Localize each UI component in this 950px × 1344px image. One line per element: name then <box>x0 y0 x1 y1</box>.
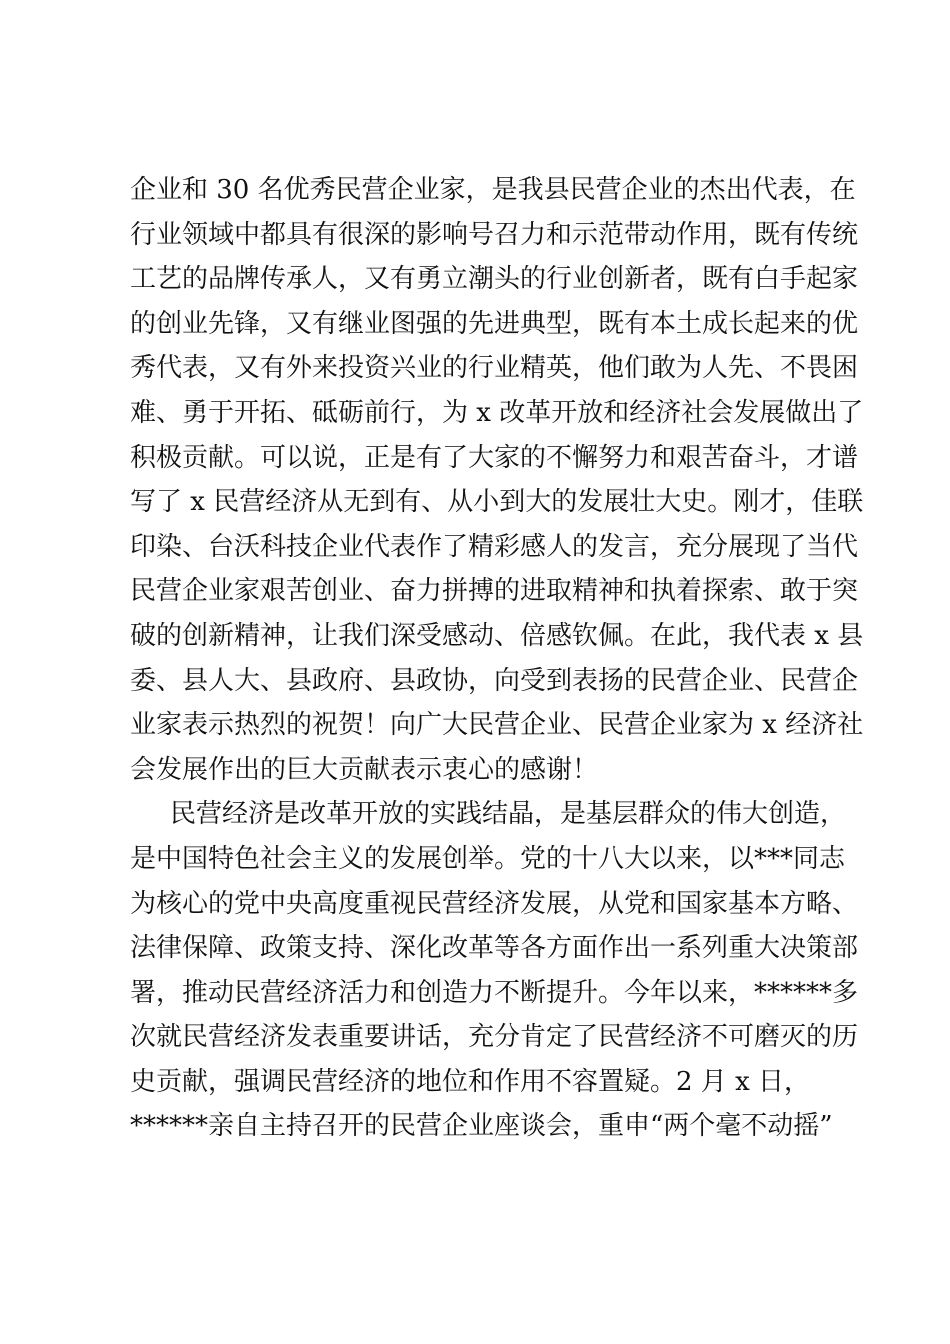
text-line: 的创业先锋，又有继业图强的先进典型，既有本土成长起来的优 <box>130 308 859 339</box>
text-line: 积极贡献。可以说，正是有了大家的不懈努力和艰苦奋斗，才谱 <box>130 442 859 473</box>
text-line: 工艺的品牌传承人，又有勇立潮头的行业创新者，既有白手起家 <box>130 264 859 295</box>
text-line: 行业领域中都具有很深的影响号召力和示范带动作用，既有传统 <box>130 219 859 250</box>
text-line: ******亲自主持召开的民营企业座谈会，重申“两个毫不动摇” <box>130 1111 833 1142</box>
text-line: 写了 x 民营经济从无到有、从小到大的发展壮大史。刚才，佳联 <box>130 487 864 518</box>
text-line: 法律保障、政策支持、深化改革等各方面作出一系列重大决策部 <box>130 933 859 964</box>
text-line: 会发展作出的巨大贡献表示衷心的感谢！ <box>130 754 599 785</box>
document-body <box>130 168 864 1149</box>
text-line: 为核心的党中央高度重视民营经济发展，从党和国家基本方略、 <box>130 888 859 919</box>
paragraph-2 <box>130 792 859 1149</box>
text-line: 业家表示热烈的祝贺！向广大民营企业、民营企业家为 x 经济社 <box>130 710 864 741</box>
text-line: 次就民营经济发表重要讲话，充分肯定了民营经济不可磨灭的历 <box>130 1022 859 1053</box>
text-line: 破的创新精神，让我们深受感动、倍感钦佩。在此，我代表 x 县 <box>130 620 864 651</box>
text-line: 署，推动民营经济活力和创造力不断提升。今年以来，******多 <box>130 977 859 1008</box>
text-line: 委、县人大、县政府、县政协，向受到表扬的民营企业、民营企 <box>130 665 859 696</box>
text-line: 秀代表，又有外来投资兴业的行业精英，他们敢为人先、不畏困 <box>130 353 859 384</box>
text-line: 史贡献，强调民营经济的地位和作用不容置疑。2 月 x 日， <box>130 1066 810 1097</box>
text-line: 印染、台沃科技企业代表作了精彩感人的发言，充分展现了当代 <box>130 531 859 562</box>
text-line: 民营企业家艰苦创业、奋力拼搏的进取精神和执着探索、敢于突 <box>130 576 859 607</box>
text-line: 难、勇于开拓、砥砺前行，为 x 改革开放和经济社会发展做出了 <box>130 397 864 428</box>
text-line: 是中国特色社会主义的发展创举。党的十八大以来，以***同志 <box>130 843 846 874</box>
text-line: 企业和 30 名优秀民营企业家，是我县民营企业的杰出代表，在 <box>130 175 856 205</box>
paragraph-1 <box>130 168 864 792</box>
text-line: 民营经济是改革开放的实践结晶，是基层群众的伟大创造， <box>170 799 847 830</box>
